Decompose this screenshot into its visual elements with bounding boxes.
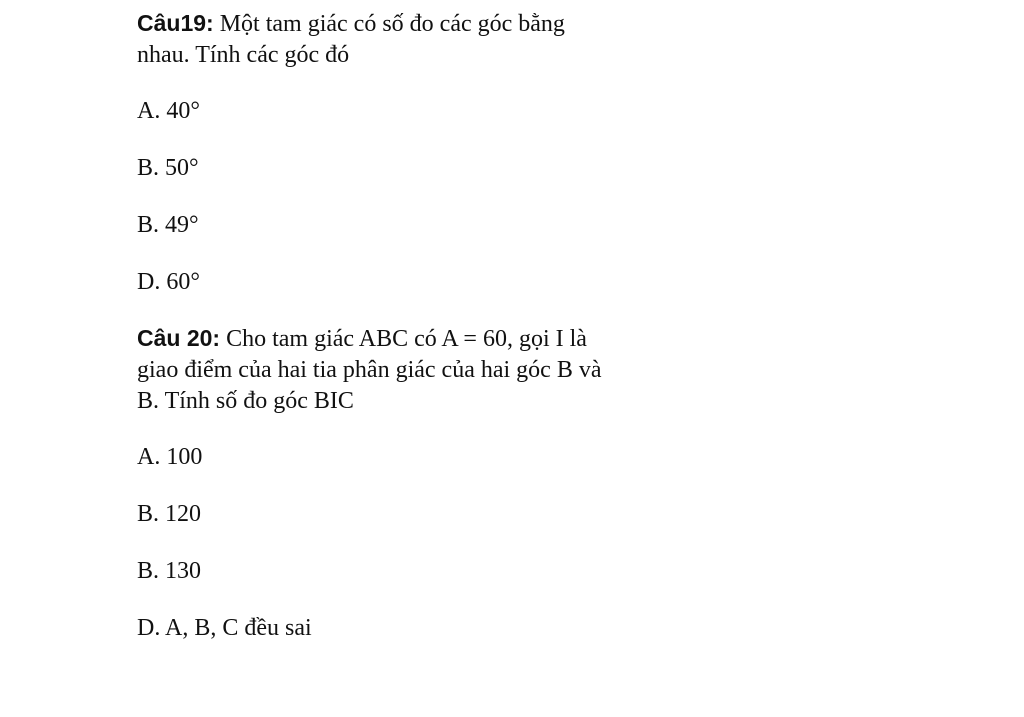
question-20-option-b: B. 120	[137, 501, 202, 527]
question-20-option-a: A. 100	[137, 444, 203, 470]
question-20-options	[137, 429, 697, 657]
document-page	[137, 8, 697, 657]
question-20-option-d: D. A, B, C đều sai	[137, 615, 312, 641]
question-20-text	[137, 323, 697, 417]
question-19-option-b2: B. 49°	[137, 212, 199, 238]
question-19-option-b: B. 50°	[137, 155, 199, 181]
question-19-line-2: nhau. Tính các góc đó	[137, 42, 350, 68]
question-20-line-1: Cho tam giác ABC có A = 60, gọi I là	[226, 326, 587, 352]
question-20-line-3: B. Tính số đo góc BIC	[137, 388, 354, 414]
question-20-option-b2: B. 130	[137, 558, 202, 584]
question-19-option-a: A. 40°	[137, 98, 200, 124]
question-19-text	[137, 8, 697, 71]
question-19-options	[137, 83, 697, 311]
question-20	[137, 323, 697, 657]
question-19	[137, 8, 697, 311]
question-19-line-1: Một tam giác có số đo các góc bằng	[219, 11, 565, 37]
question-20-label: Câu 20:	[137, 325, 221, 351]
question-19-label: Câu19:	[137, 10, 214, 36]
question-19-option-d: D. 60°	[137, 269, 200, 295]
question-20-line-2: giao điểm của hai tia phân giác của hai góc B và	[137, 357, 602, 383]
